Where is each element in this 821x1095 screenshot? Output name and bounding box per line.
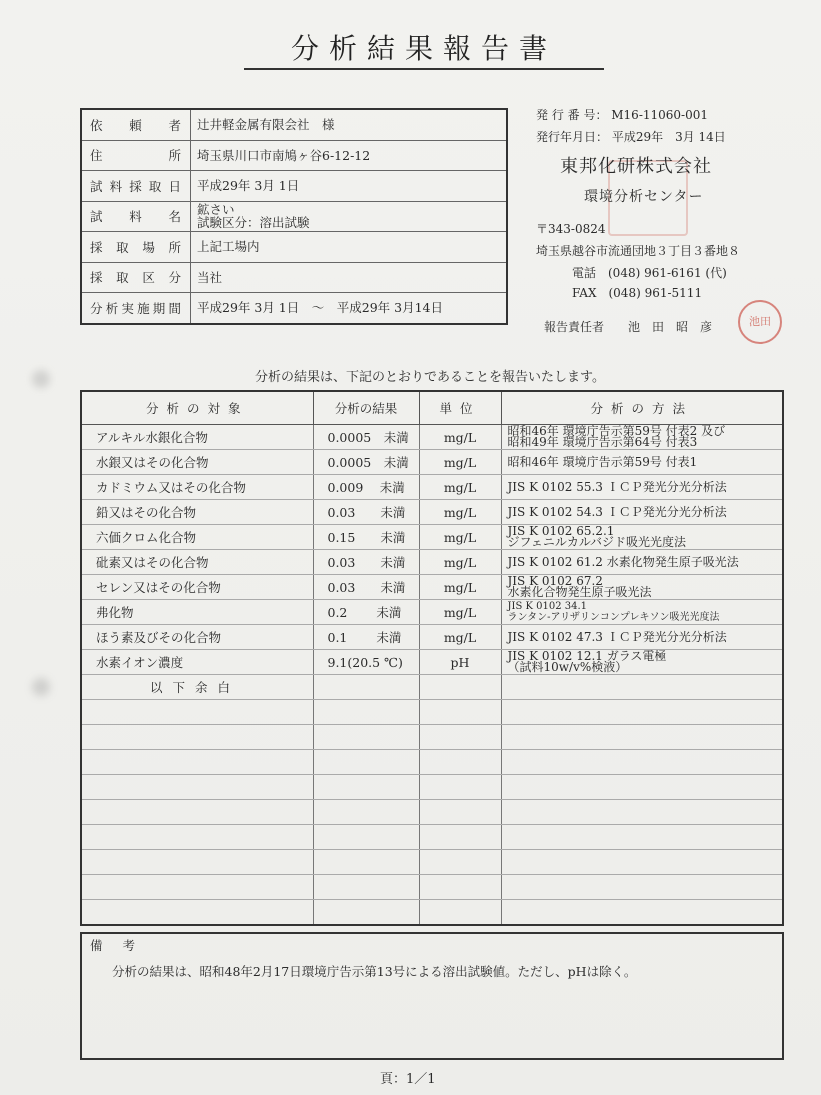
empty-cell <box>313 825 419 850</box>
empty-cell <box>313 700 419 725</box>
analyte-result: 9.1(20.5 ℃) <box>313 650 419 675</box>
info-value: 平成29年 3月 1日 <box>191 171 508 202</box>
responsible-person: 報告責任者 池 田 昭 彦 <box>544 320 713 334</box>
report-statement: 分析の結果は、下記のとおりであることを報告いたします。 <box>255 370 605 385</box>
header-result: 分析の結果 <box>313 391 419 425</box>
postal-code: 〒343-0824 <box>536 222 606 236</box>
info-label: 採取区分 <box>81 262 191 293</box>
empty-cell <box>81 825 313 850</box>
analyte-name: アルキル水銀化合物 <box>81 425 313 450</box>
info-row-sampling-date <box>81 171 507 202</box>
empty-cell <box>81 725 313 750</box>
analyte-name: カドミウム又はその化合物 <box>81 475 313 500</box>
table-row <box>81 825 783 850</box>
analyte-method <box>501 450 783 475</box>
company-name: 東邦化研株式会社 <box>560 156 712 177</box>
remarks-label: 備考 <box>90 938 156 953</box>
analyte-result: 0.03 未満 <box>313 550 419 575</box>
info-row-client <box>81 109 507 140</box>
empty-cell <box>501 750 783 775</box>
info-value: 辻井軽金属有限会社 様 <box>191 109 508 140</box>
analyte-name: 水素イオン濃度 <box>81 650 313 675</box>
results-table <box>80 390 784 926</box>
empty-cell <box>501 725 783 750</box>
info-row-address <box>81 140 507 171</box>
empty-cell <box>313 900 419 926</box>
info-label: 採取場所 <box>81 232 191 263</box>
info-value: 平成29年 3月 1日 ～ 平成29年 3月14日 <box>191 293 508 324</box>
analyte-unit: pH <box>419 650 501 675</box>
empty-cell <box>81 800 313 825</box>
empty-cell <box>81 775 313 800</box>
method-line-1: JIS K 0102 55.3 ＩＣＰ発光分光分析法 <box>507 479 727 494</box>
header-unit: 単位 <box>419 391 501 425</box>
analyte-name: セレン又はその化合物 <box>81 575 313 600</box>
table-row <box>81 725 783 750</box>
analyte-result: 0.1 未満 <box>313 625 419 650</box>
phone-number: 電話 (048) 961-6161 (代) <box>572 266 727 280</box>
smudge-mark <box>32 678 50 696</box>
table-row <box>81 600 783 625</box>
page-number: 頁：1／1 <box>380 1072 436 1087</box>
analyte-unit: mg/L <box>419 450 501 475</box>
info-value: 埼玉県川口市南鳩ヶ谷6-12-12 <box>191 140 508 171</box>
empty-cell <box>419 800 501 825</box>
empty-cell <box>313 800 419 825</box>
table-row <box>81 425 783 450</box>
table-row <box>81 900 783 926</box>
analyte-method <box>501 575 783 600</box>
empty-cell <box>419 850 501 875</box>
empty-cell <box>419 700 501 725</box>
method-line-1: JIS K 0102 61.2 水素化物発生原子吸光法 <box>507 554 739 569</box>
table-row <box>81 750 783 775</box>
info-label: 依頼者 <box>81 109 191 140</box>
info-value <box>191 201 508 232</box>
info-value: 当社 <box>191 262 508 293</box>
method-line-2: 昭和49年 環境庁告示第64号 付表3 <box>507 435 698 449</box>
empty-cell <box>313 725 419 750</box>
table-row <box>81 850 783 875</box>
method-line-1: JIS K 0102 67.2 <box>507 574 603 588</box>
analyte-name: 弗化物 <box>81 600 313 625</box>
request-info-table <box>80 108 508 325</box>
test-category: 試験区分：溶出試験 <box>197 215 310 231</box>
empty-cell <box>313 875 419 900</box>
method-line-2: （試料10w/v%検液） <box>507 660 628 674</box>
empty-cell <box>419 775 501 800</box>
method-line-1: 昭和46年 環境庁告示第59号 付表1 <box>507 454 698 469</box>
analyte-method <box>501 550 783 575</box>
analyte-result: 0.0005 未満 <box>313 450 419 475</box>
analyte-method <box>501 625 783 650</box>
analyte-unit: mg/L <box>419 475 501 500</box>
analyte-name: ほう素及びその化合物 <box>81 625 313 650</box>
personal-seal: 池田 <box>738 300 782 344</box>
header-target: 分析の対象 <box>81 391 313 425</box>
empty-cell <box>501 675 783 700</box>
analyte-unit: mg/L <box>419 525 501 550</box>
method-line-1: JIS K 0102 54.3 ＩＣＰ発光分光分析法 <box>507 504 727 519</box>
info-row-sampling-place <box>81 232 507 263</box>
table-row <box>81 575 783 600</box>
analyte-method <box>501 500 783 525</box>
table-row <box>81 775 783 800</box>
analyte-unit: mg/L <box>419 550 501 575</box>
empty-cell <box>501 775 783 800</box>
table-row <box>81 675 783 700</box>
company-address: 埼玉県越谷市流通団地３丁目３番地８ <box>536 244 741 258</box>
empty-cell <box>313 675 419 700</box>
smudge-mark <box>32 370 50 388</box>
analyte-unit: mg/L <box>419 600 501 625</box>
remarks-box <box>80 932 784 1060</box>
empty-cell <box>419 825 501 850</box>
info-row-sampling-party <box>81 262 507 293</box>
table-row <box>81 875 783 900</box>
table-row <box>81 550 783 575</box>
method-line-1: JIS K 0102 34.1 <box>507 601 588 612</box>
analyte-result: 0.03 未満 <box>313 575 419 600</box>
table-row <box>81 450 783 475</box>
analyte-method <box>501 600 783 625</box>
issue-number: 発 行 番 号： M16-11060-001 <box>536 108 709 122</box>
empty-cell <box>419 750 501 775</box>
method-line-2: 水素化合物発生原子吸光法 <box>507 585 652 599</box>
empty-cell <box>313 775 419 800</box>
info-label: 分析実施期間 <box>81 293 191 324</box>
method-line-1: JIS K 0102 65.2.1 <box>507 524 615 538</box>
info-label: 試料採取日 <box>81 171 191 202</box>
analyte-method <box>501 525 783 550</box>
empty-cell <box>419 725 501 750</box>
analyte-method <box>501 650 783 675</box>
empty-cell <box>501 700 783 725</box>
empty-cell <box>81 700 313 725</box>
analyte-name: 六価クロム化合物 <box>81 525 313 550</box>
method-line-1: JIS K 0102 47.3 ＩＣＰ発光分光分析法 <box>507 629 727 644</box>
issue-date: 発行年月日： 平成29年 3月 14日 <box>536 130 726 144</box>
analyte-unit: mg/L <box>419 625 501 650</box>
empty-cell <box>501 825 783 850</box>
info-row-sample-name <box>81 201 507 232</box>
empty-cell <box>313 750 419 775</box>
analyte-result: 0.2 未満 <box>313 600 419 625</box>
header-method: 分析の方法 <box>501 391 783 425</box>
method-line-1: JIS K 0102 12.1 ガラス電極 <box>507 649 667 663</box>
empty-cell <box>419 875 501 900</box>
fax-number: FAX (048) 961-5111 <box>572 286 703 300</box>
empty-cell <box>81 875 313 900</box>
info-label: 住所 <box>81 140 191 171</box>
analyte-unit: mg/L <box>419 500 501 525</box>
analyte-name: 鉛又はその化合物 <box>81 500 313 525</box>
table-row <box>81 475 783 500</box>
empty-cell <box>501 875 783 900</box>
remarks-text: 分析の結果は、昭和48年2月17日環境庁告示第13号による溶出試験値。ただし、pHは除く。 <box>112 964 637 979</box>
center-name: 環境分析センター <box>584 189 704 205</box>
sample-name: 鉱さい <box>197 202 235 218</box>
analyte-name: 砒素又はその化合物 <box>81 550 313 575</box>
analyte-result: 0.15 未満 <box>313 525 419 550</box>
table-row <box>81 800 783 825</box>
analyte-result: 0.009 未満 <box>313 475 419 500</box>
empty-cell <box>81 750 313 775</box>
table-row <box>81 700 783 725</box>
analyte-method <box>501 425 783 450</box>
table-row <box>81 525 783 550</box>
empty-cell <box>81 900 313 926</box>
method-line-2: ランタン-アリザリンコンプレキソン吸光光度法 <box>507 612 720 623</box>
table-row <box>81 625 783 650</box>
analyte-unit: mg/L <box>419 425 501 450</box>
analyte-method <box>501 475 783 500</box>
info-value: 上記工場内 <box>191 232 508 263</box>
title-underline <box>244 68 604 70</box>
info-label: 試料名 <box>81 201 191 232</box>
empty-cell <box>419 675 501 700</box>
empty-cell <box>501 800 783 825</box>
analyte-unit: mg/L <box>419 575 501 600</box>
empty-cell <box>81 850 313 875</box>
table-row <box>81 500 783 525</box>
results-header-row <box>81 391 783 425</box>
empty-cell <box>419 900 501 926</box>
empty-cell <box>501 850 783 875</box>
table-row <box>81 650 783 675</box>
method-line-1: 昭和46年 環境庁告示第59号 付表2 及び <box>507 424 726 438</box>
method-line-2: ジフェニルカルバジド吸光光度法 <box>507 535 687 549</box>
empty-cell <box>313 850 419 875</box>
analyte-name: 水銀又はその化合物 <box>81 450 313 475</box>
analyte-result: 0.03 未満 <box>313 500 419 525</box>
empty-cell <box>501 900 783 926</box>
analyte-result: 0.0005 未満 <box>313 425 419 450</box>
blank-caption: 以下余白 <box>81 675 313 700</box>
page-title: 分析結果報告書 <box>290 32 557 65</box>
info-row-analysis-period <box>81 293 507 324</box>
